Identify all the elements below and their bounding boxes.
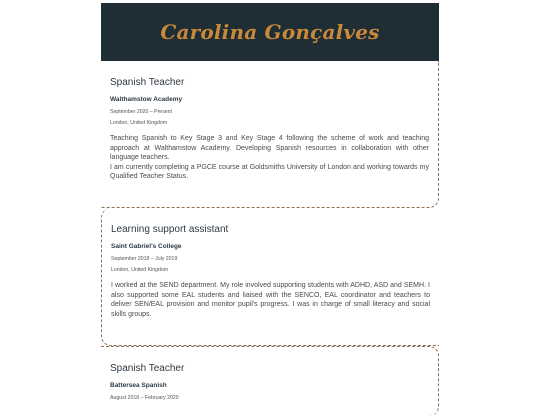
experience-entry xyxy=(101,346,439,416)
job-description xyxy=(111,281,430,319)
job-dates: September 2018 – July 2019 xyxy=(111,256,178,262)
cv-header xyxy=(101,3,439,61)
experience-timeline xyxy=(101,61,439,416)
description-paragraph: Teaching Spanish to Key Stage 3 and Key Stage 4 following the scheme of work and teaching approach at Walthamstow Academy. Developing Spanish resources in collaboration with other language teachers. xyxy=(110,135,429,161)
organization: Battersea Spanish xyxy=(110,382,167,389)
experience-entry xyxy=(101,61,439,208)
job-title: Learning support assistant xyxy=(111,224,229,235)
job-description xyxy=(110,134,429,182)
description-paragraph: I am currently completing a PGCE course at Goldsmiths University of London and working towards my Qualified Teacher Status. xyxy=(110,163,429,180)
description-paragraph: I worked at the SEND department. My role involved supporting students with ADHD, ASD and SEMH. I also supported some EAL students and liaised with the SENCO, EAL coordinator and teachers to deliver SEN/EAL provision and monitor pupil's progress. I was in charge of small literacy and social skills groups. xyxy=(111,282,430,318)
person-name: Carolina Gonçalves xyxy=(160,20,380,44)
job-dates: September 2020 – Present xyxy=(110,109,173,115)
cv-page xyxy=(101,3,439,416)
job-location: London, United Kingdom xyxy=(110,120,168,126)
organization: Walthamstow Academy xyxy=(110,96,183,103)
job-dates: August 2018 – February 2020 xyxy=(110,395,179,401)
job-title: Spanish Teacher xyxy=(110,363,185,374)
experience-entry xyxy=(101,208,439,346)
organization: Saint Gabriel's College xyxy=(111,243,182,250)
job-title: Spanish Teacher xyxy=(110,77,185,88)
job-location: London, United Kingdom xyxy=(111,267,169,273)
